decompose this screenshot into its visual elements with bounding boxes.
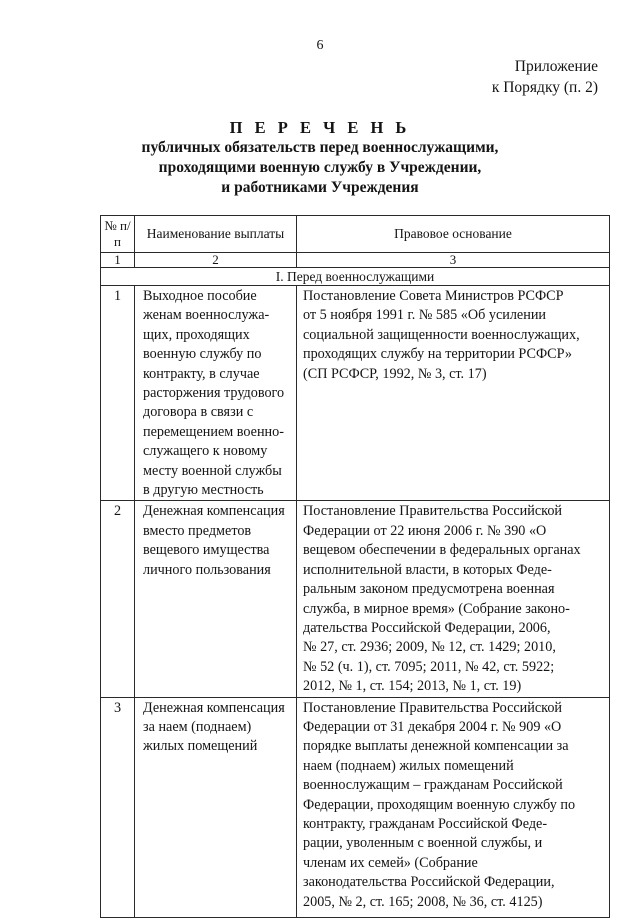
legal-basis-line: Федерации от 22 июня 2006 г. № 390 «О — [303, 522, 547, 539]
payment-name-line: вещевого имущества — [143, 542, 270, 559]
legal-basis-line: вещевом обеспечении в федеральных органах — [303, 542, 581, 559]
legal-basis-line: 2005, № 2, ст. 165; 2008, № 36, ст. 4125) — [303, 893, 543, 910]
legal-basis-line: № 27, ст. 2936; 2009, № 12, ст. 1429; 2010, — [303, 639, 556, 656]
payment-name-line: месту военной службы — [143, 462, 282, 479]
legal-basis — [297, 501, 610, 697]
legal-basis-line: ральным законом предусмотрена военная — [303, 581, 555, 598]
legal-basis-line: наем (поднаем) жилых помещений — [303, 757, 514, 774]
header-num: № п/п — [101, 216, 135, 253]
legal-basis — [297, 697, 610, 917]
table-row — [101, 501, 610, 697]
legal-basis-line: 2012, № 1, ст. 154; 2013, № 1, ст. 19) — [303, 678, 522, 695]
payment-name-line: за наем (поднаем) — [143, 718, 252, 735]
legal-basis-line: № 52 (ч. 1), ст. 7095; 2011, № 42, ст. 5922; — [303, 658, 555, 675]
payment-name-line: Денежная компенсация — [143, 503, 285, 520]
document-title: П Е Р Е Ч Е Н Ь — [229, 118, 411, 137]
page-number: 6 — [316, 38, 324, 53]
legal-basis-line: от 5 ноября 1991 г. № 585 «Об усилении — [303, 307, 547, 324]
column-index: 3 — [297, 253, 610, 268]
payment-name — [135, 286, 297, 501]
row-num: 2 — [101, 501, 135, 697]
document-subtitle — [0, 138, 640, 198]
table-row — [101, 286, 610, 501]
payment-name-line: в другую местность — [143, 482, 264, 499]
legal-basis-line: проходящих службу на территории РСФСР» — [303, 346, 572, 363]
appendix-line: к Порядку (п. 2) — [491, 79, 598, 96]
payment-name-line: перемещением военно- — [143, 423, 284, 440]
legal-basis-line: военнослужащим – гражданам Российской — [303, 777, 563, 794]
legal-basis-line: Постановление Совета Министров РСФСР — [303, 288, 564, 304]
legal-basis-line: членам их семей» (Собрание — [303, 854, 478, 871]
legal-basis-line: Постановление Правительства Российской — [303, 699, 563, 716]
payment-name-line: контракту, в случае — [143, 365, 260, 382]
legal-basis-line: порядке выплаты денежной компенсации за — [303, 738, 569, 755]
legal-basis-line: дательства Российской Федерации, 2006, — [303, 619, 551, 636]
legal-basis-line: законодательства Российской Федерации, — [303, 874, 555, 891]
subtitle-line: и работниками Учреждения — [221, 179, 419, 196]
header-basis: Правовое основание — [297, 216, 610, 253]
payment-name-line: женам военнослужа- — [143, 307, 270, 324]
payment-name-line: договора в связи с — [143, 404, 254, 421]
header-name: Наименование выплаты — [135, 216, 297, 253]
legal-basis-line: Федерации от 31 декабря 2004 г. № 909 «О — [303, 718, 562, 735]
payment-name-line: вместо предметов — [143, 522, 252, 539]
column-index-row — [101, 253, 610, 268]
appendix-line: Приложение — [514, 58, 598, 75]
legal-basis-line: рации, уволенным с военной службы, и — [303, 835, 543, 852]
legal-basis-line: исполнительной власти, в которых Феде- — [303, 561, 552, 578]
subtitle-line: проходящими военную службу в Учреждении, — [158, 159, 482, 176]
table-row — [101, 697, 610, 917]
payment-name-line: щих, проходящих — [143, 326, 250, 343]
row-num: 3 — [101, 697, 135, 917]
payment-name-line: военную службу по — [143, 346, 262, 363]
column-index: 1 — [101, 253, 135, 268]
payment-name-line: Денежная компенсация — [143, 699, 285, 716]
section-title: I. Перед военнослужащими — [101, 268, 610, 286]
table-header-row — [101, 216, 610, 253]
payment-name — [135, 697, 297, 917]
section-row — [101, 268, 610, 286]
legal-basis-line: контракту, гражданам Российской Феде- — [303, 815, 548, 832]
payment-name — [135, 501, 297, 697]
payment-name-line: служащего к новому — [143, 443, 268, 460]
appendix-note — [492, 56, 598, 98]
legal-basis — [297, 286, 610, 501]
legal-basis-line: служба, в мирное время» (Собрание законо- — [303, 600, 570, 617]
subtitle-line: публичных обязательств перед военнослужащими, — [141, 139, 499, 156]
payment-name-line: жилых помещений — [143, 738, 258, 755]
obligations-table — [100, 215, 610, 918]
payment-name-line: личного пользования — [143, 561, 271, 578]
legal-basis-line: Федерации, проходящим военную службу по — [303, 796, 576, 813]
legal-basis-line: (СП РСФСР, 1992, № 3, ст. 17) — [303, 365, 487, 382]
column-index: 2 — [135, 253, 297, 268]
legal-basis-line: социальной защищенности военнослужащих, — [303, 326, 580, 343]
payment-name-line: расторжения трудового — [143, 385, 285, 402]
legal-basis-line: Постановление Правительства Российской — [303, 503, 563, 520]
row-num: 1 — [101, 286, 135, 501]
payment-name-line: Выходное пособие — [143, 288, 257, 304]
